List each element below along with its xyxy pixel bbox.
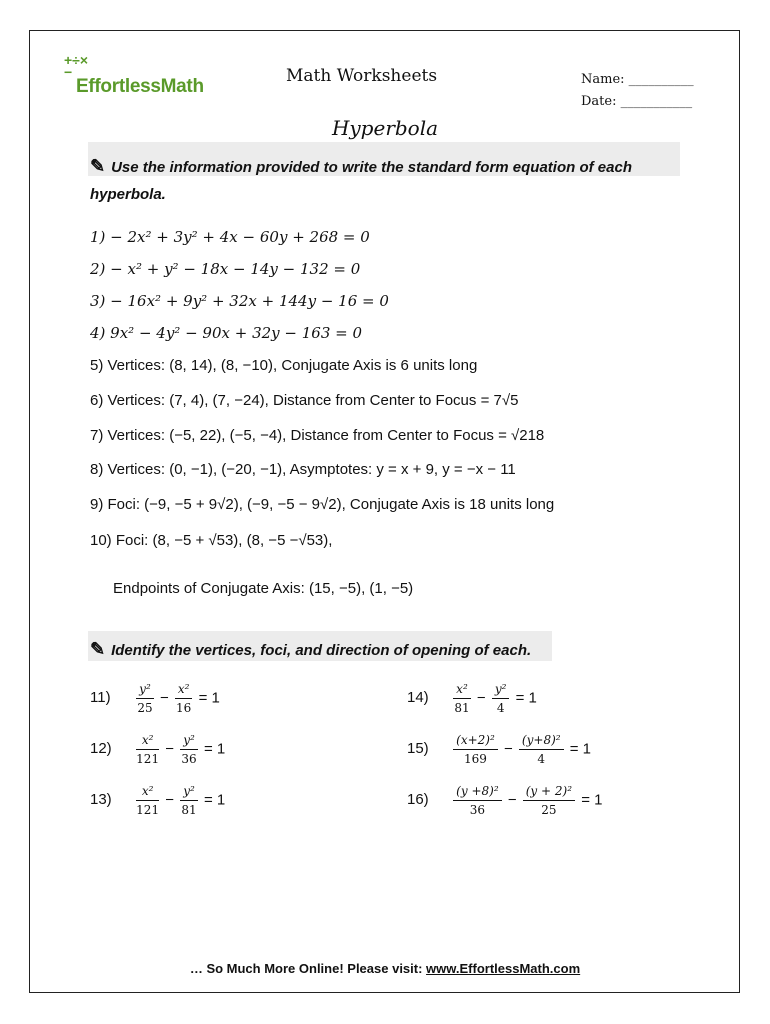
name-field: Name: __________ (581, 72, 694, 87)
page-title: Hyperbola (331, 116, 439, 140)
problem-10: 10) Foci: (8, −5 + √53), (8, −5 −√53), (90, 532, 333, 549)
logo-icon: +÷× − (64, 52, 89, 80)
problem-8: 8) Vertices: (0, −1), (−20, −1), Asymptotes: y = x + 9, y = −x − 11 (90, 461, 516, 478)
problem-11: 11) $\frac{\text{y²}}{25}$ − $\frac{\text{x²}}{16}$ = 1 (90, 682, 220, 715)
instruction-1: ✎ Use the information provided to write the standard form equation of each (90, 156, 632, 176)
problem-12: 12) $\frac{\text{x²}}{121}$ − $\frac{\text{y²}}{36}$ = 1 (90, 733, 226, 766)
problem-10-cont: Endpoints of Conjugate Axis: (15, −5), (1, −5) (113, 580, 414, 597)
pencil-icon: ✎ (90, 156, 106, 176)
problem-5: 5) Vertices: (8, 14), (8, −10), Conjugate Axis is 6 units long (90, 357, 478, 374)
problem-2: 2) − x² + y² − 18x − 14y − 132 = 0 (90, 260, 361, 278)
date-field: Date: ___________ (581, 94, 693, 109)
problem-14: 14) $\frac{\text{x²}}{81}$ − $\frac{\text{y²}}{4}$ = 1 (407, 682, 537, 715)
header-title: Math Worksheets (286, 66, 438, 86)
problem-13: 13) $\frac{\text{x²}}{121}$ − $\frac{\text{y²}}{81}$ = 1 (90, 784, 226, 817)
footer: … So Much More Online! Please visit: www.EffortlessMath.com (189, 961, 581, 976)
logo: EffortlessMath (76, 76, 204, 97)
problem-15: 15) $\frac{\text{(x+2)²}}{169}$ − $\frac{\text{(y+8)²}}{4}$ = 1 (407, 733, 592, 766)
problem-4: 4) 9x² − 4y² − 90x + 32y − 163 = 0 (90, 324, 363, 342)
pencil-icon: ✎ (90, 639, 106, 659)
problem-7: 7) Vertices: (−5, 22), (−5, −4), Distance from Center to Focus = √218 (90, 427, 545, 444)
instruction-2: ✎ Identify the vertices, foci, and direction of opening of each. (90, 639, 532, 659)
problem-16: 16) $\frac{\text{(y +8)²}}{36}$ − $\frac{\text{(y + 2)²}}{25}$ = 1 (407, 784, 603, 817)
website-link[interactable]: www.EffortlessMath.com (426, 961, 581, 976)
problem-3: 3) − 16x² + 9y² + 32x + 144y − 16 = 0 (90, 292, 389, 310)
problem-6: 6) Vertices: (7, 4), (7, −24), Distance from Center to Focus = 7√5 (90, 392, 519, 409)
problem-9: 9) Foci: (−9, −5 + 9√2), (−9, −5 − 9√2), Conjugate Axis is 18 units long (90, 496, 555, 513)
instruction-1-cont: hyperbola. (90, 186, 166, 203)
problem-1: 1) − 2x² + 3y² + 4x − 60y + 268 = 0 (90, 228, 370, 246)
